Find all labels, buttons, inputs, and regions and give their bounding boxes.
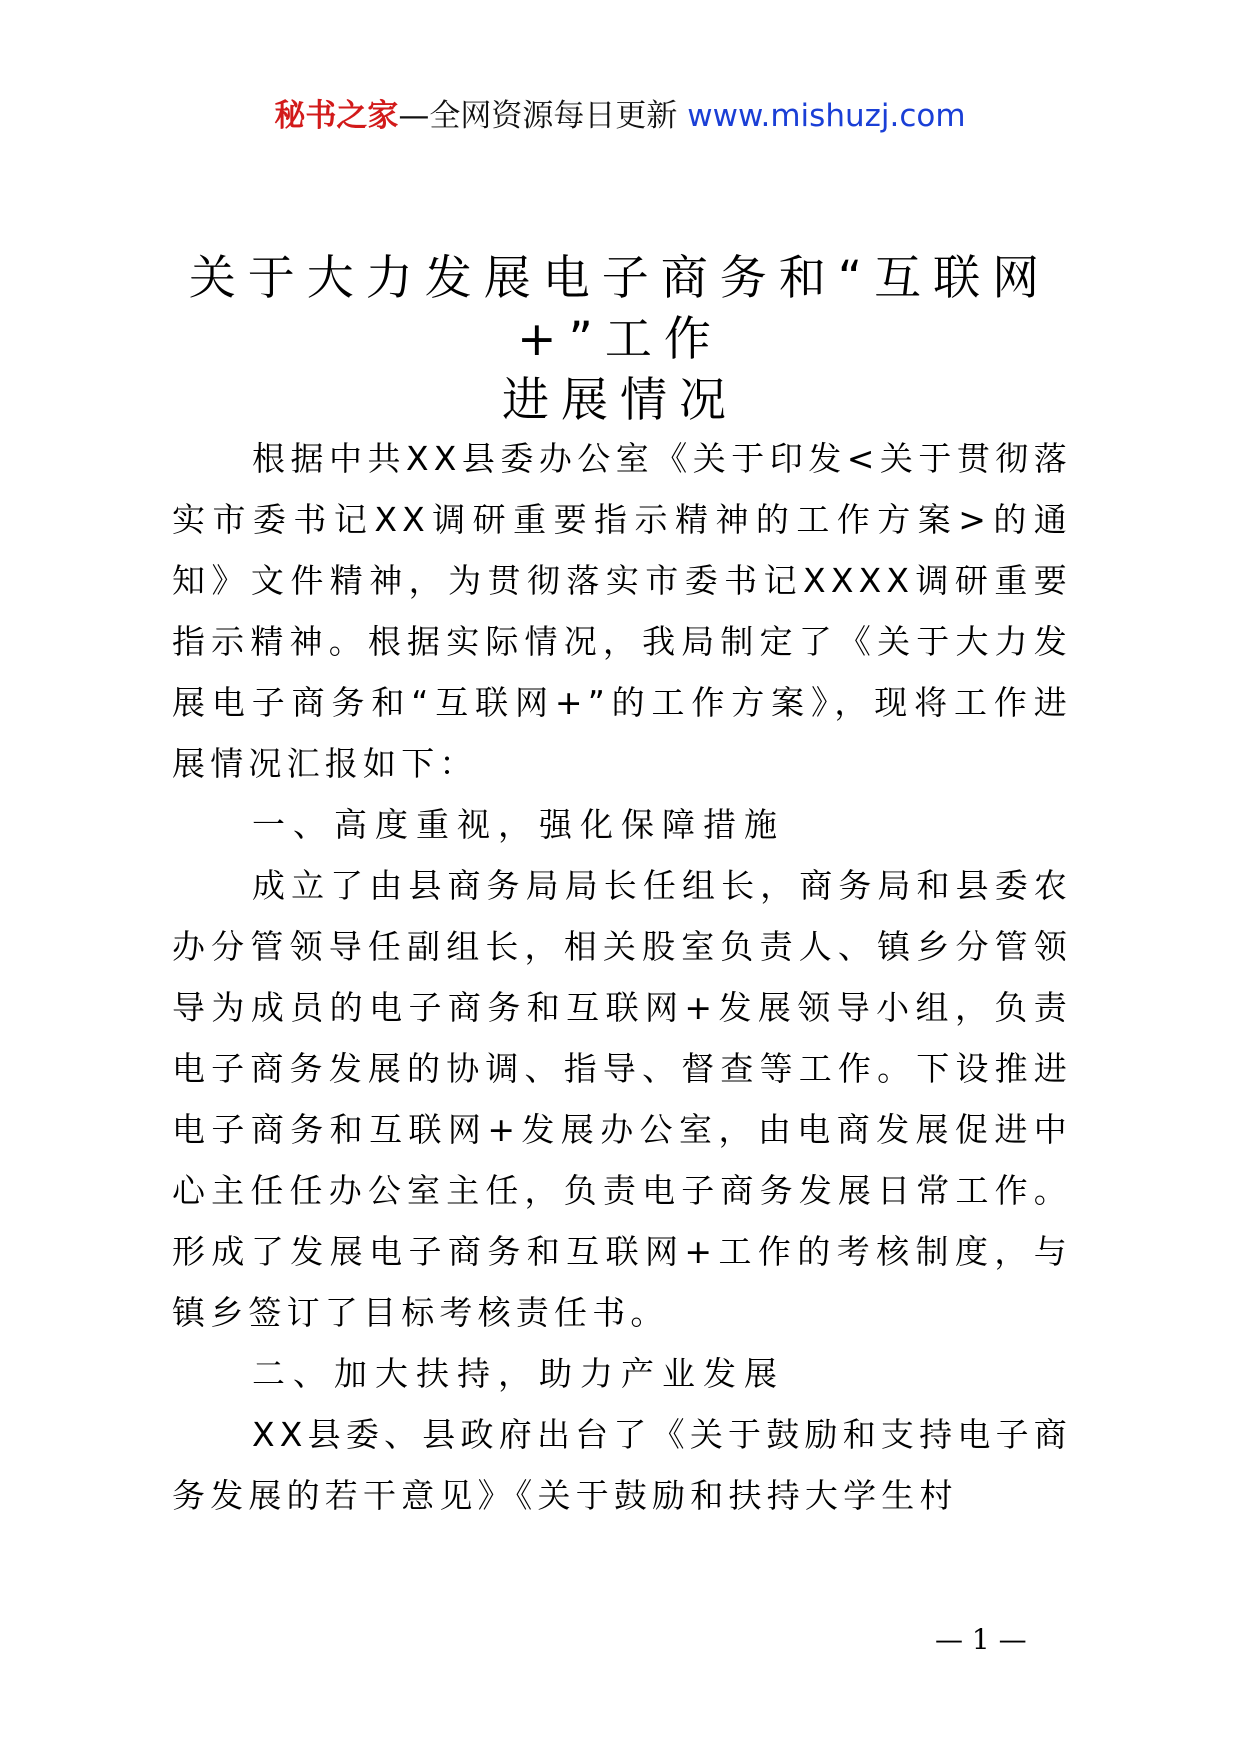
- site-slogan: 全网资源每日更新: [429, 98, 678, 134]
- document-title: [172, 248, 1068, 431]
- intro-paragraph: 根据中共XX县委办公室《关于印发<关于贯彻落实市委书记XX调研重要指示精神的工作方案>的通知》文件精神，为贯彻落实市委书记XXXX调研重要指示精神。根据实际情况，我局制定了《关于大力发展电子商务和“互联网+”的工作方案》，现将工作进展情况汇报如下：: [172, 439, 1072, 783]
- site-url-link[interactable]: www.mishuzj.com: [687, 98, 966, 134]
- site-banner: [0, 96, 1240, 136]
- title-line-2: +”工作: [517, 312, 723, 367]
- section-2-paragraph: XX县委、县政府出台了《关于鼓励和支持电子商务发展的若干意见》《关于鼓励和扶持大学生村: [172, 1415, 1072, 1515]
- title-line-3: 进展情况: [502, 373, 738, 428]
- site-brand: 秘书之家: [274, 98, 399, 134]
- section-1-paragraph: 成立了由县商务局局长任组长，商务局和县委农办分管领导任副组长，相关股室负责人、镇乡分管领导为成员的电子商务和互联网+发展领导小组，负责电子商务发展的协调、指导、督查等工作。下设推进电子商务和互联网+发展办公室，由电商发展促进中心主任任办公室主任，负责电子商务发展日常工作。形成了发展电子商务和互联网+工作的考核制度，与镇乡签订了目标考核责任书。: [172, 866, 1072, 1332]
- section-1-heading: 一、高度重视，强化保障措施: [252, 805, 785, 844]
- section-2-heading: 二、加大扶持，助力产业发展: [252, 1354, 785, 1393]
- page-number: — 1 —: [935, 1623, 1027, 1656]
- title-line-1: 关于大力发展电子商务和“互联网: [188, 251, 1052, 306]
- document-body: [172, 428, 1072, 1526]
- banner-dash: —: [398, 98, 430, 134]
